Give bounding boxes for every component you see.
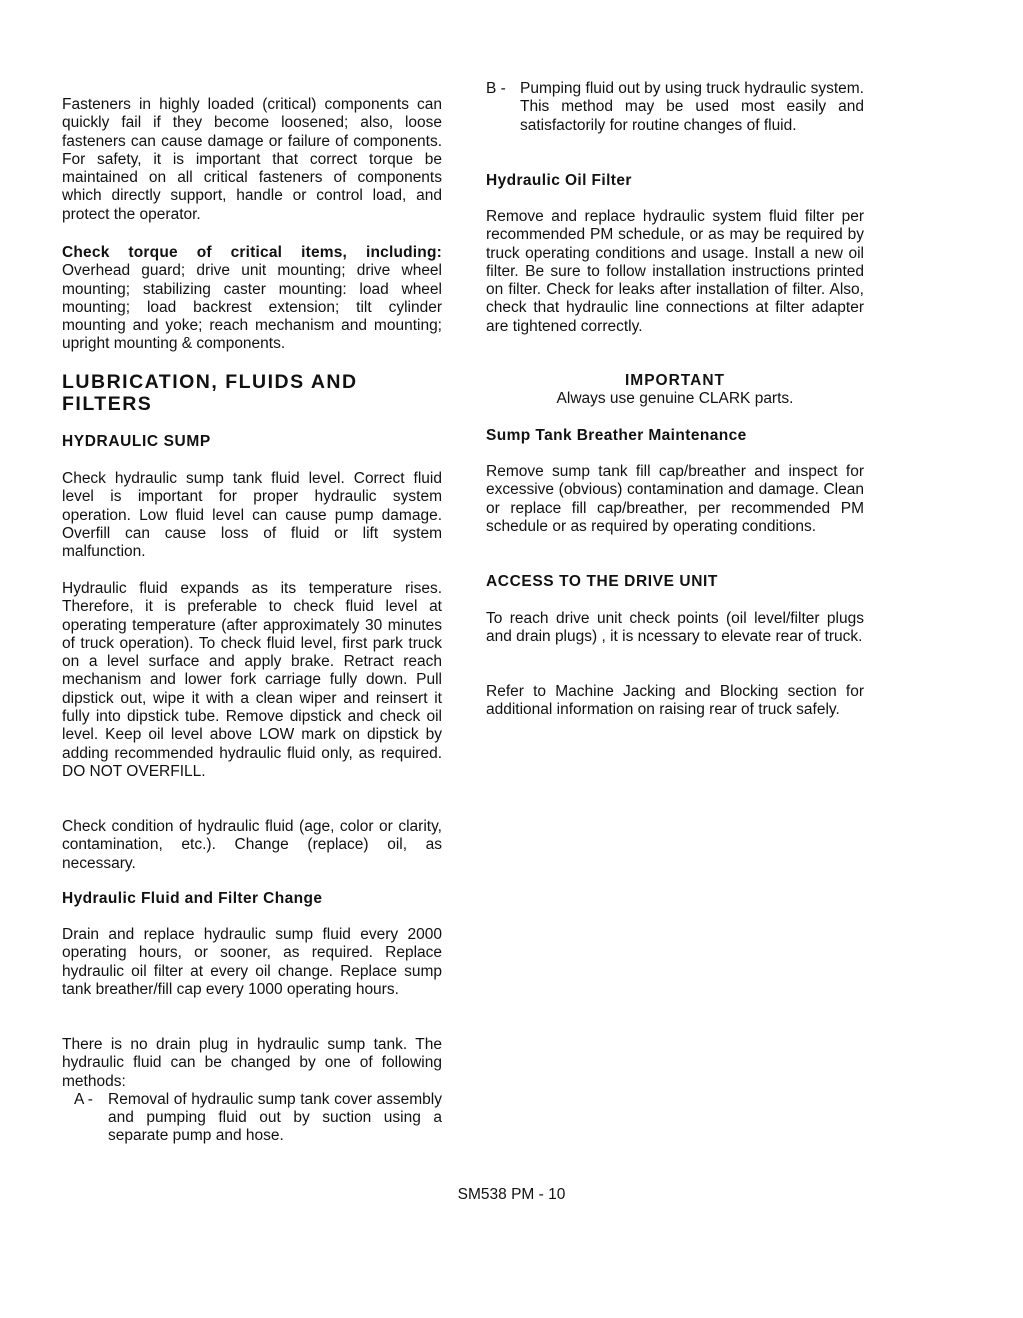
torque-check-body: Overhead guard; drive unit mounting; drive wheel mounting; stabilizing caster mounting: load wheel mounting; load backrest extension; tilt cylinder mounting and yoke; reach mechanism and mounting; upright mounting & components.: [62, 262, 442, 353]
drive-unit-paragraph: [486, 610, 864, 647]
method-a-mark: A -: [74, 1090, 93, 1108]
page-footer: SM538 PM - 10: [457, 1186, 566, 1203]
drain-replace-text: Drain and replace hydraulic sump fluid every 2000 operating hours, or sooner, as required. Replace hydraulic oil filter at every oil change. Replace sump tank breather/fill cap every 1000 operating hours.: [62, 926, 442, 998]
oil-filter-text: Remove and replace hydraulic system fluid filter per recommended PM schedule, or as may be required by truck operating conditions and usage. Install a new oil filter. Be sure to follow installation instructions printed on filter. Check for leaks after installation of filter. Also, check that hydraulic line connections at filter adapter are tightened correctly.: [486, 208, 864, 335]
method-b-mark: B -: [486, 80, 506, 97]
oil-filter-heading: Hydraulic Oil Filter: [486, 172, 632, 189]
jacking-text: Refer to Machine Jacking and Blocking section for additional information on raising rear of truck safely.: [486, 683, 864, 719]
important-text: Always use genuine CLARK parts.: [556, 390, 794, 408]
section-title: [62, 371, 442, 415]
oil-filter-heading-block: [486, 172, 864, 190]
fluid-filter-heading-block: [62, 890, 442, 908]
breather-text: Remove sump tank fill cap/breather and inspect for excessive (obvious) contamination and damage. Clean or replace fill cap/breather, per recommended PM schedule or as required by operating conditions.: [486, 463, 864, 535]
method-b-block: [486, 80, 864, 135]
fluid-condition-paragraph: [62, 818, 442, 873]
method-a-item: [74, 1091, 442, 1146]
breather-heading: Sump Tank Breather Maintenance: [486, 427, 747, 444]
fluid-condition-text: Check condition of hydraulic fluid (age, color or clarity, contamination, etc.). Change (replace) oil, as necessary.: [62, 818, 442, 872]
drain-plug-paragraph: [62, 1036, 442, 1146]
fluid-filter-heading: Hydraulic Fluid and Filter Change: [62, 890, 323, 907]
fluid-expansion-paragraph: [62, 580, 442, 781]
drive-unit-heading-block: [486, 573, 864, 591]
hydraulic-sump-heading: HYDRAULIC SUMP: [62, 433, 211, 450]
important-title: IMPORTANT: [625, 372, 725, 389]
fluid-expansion-text: Hydraulic fluid expands as its temperature rises. Therefore, it is preferable to check fluid level at operating temperature (after approximately 30 minutes of truck operation). To check fluid level, first park truck on a level surface and apply brake. Retract reach mechanism and lower fork carriage fully down. Pull dipstick out, wipe it with a clean wiper and reinsert it fully into dipstick tube. Remove dipstick and check oil level. Keep oil level above LOW mark on dipstick by adding recommended hydraulic fluid only, as required. DO NOT OVERFILL.: [62, 580, 442, 780]
oil-filter-paragraph: [486, 208, 864, 336]
section-title-line-2: FILTERS: [62, 393, 153, 415]
fasteners-text: Fasteners in highly loaded (critical) components can quickly fail if they become loosened; also, loose fasteners can cause damage or failure of components. For safety, it is important that correct torque be maintained on all critical fasteners of components which directly support, handle or control load, and protect the operator.: [62, 96, 442, 223]
drain-plug-text: There is no drain plug in hydraulic sump tank. The hydraulic fluid can be changed by one of following methods:: [62, 1036, 442, 1090]
fasteners-paragraph: [62, 96, 442, 224]
drive-unit-heading: ACCESS TO THE DRIVE UNIT: [486, 573, 718, 590]
method-a-text: Removal of hydraulic sump tank cover assembly and pumping fluid out by suction using a separate pump and hose.: [108, 1090, 442, 1145]
method-b-item: [486, 80, 864, 135]
breather-heading-block: [486, 427, 864, 445]
torque-check-paragraph: [62, 244, 442, 354]
important-notice: [486, 372, 864, 409]
hydraulic-sump-heading-block: [62, 433, 442, 451]
torque-check-lead: Check torque of critical items, including:: [62, 244, 442, 261]
drain-replace-paragraph: [62, 926, 442, 999]
breather-paragraph: [486, 463, 864, 536]
fluid-level-text: Check hydraulic sump tank fluid level. Correct fluid level is important for proper hydraulic system operation. Low fluid level can cause pump damage. Overfill can cause loss of fluid or lift system malfunction.: [62, 470, 442, 561]
drive-unit-text: To reach drive unit check points (oil level/filter plugs and drain plugs) , it is ncessary to elevate rear of truck.: [486, 610, 864, 646]
fluid-level-paragraph: [62, 470, 442, 561]
jacking-paragraph: [486, 683, 864, 720]
section-title-line-1: LUBRICATION, FLUIDS AND: [62, 371, 358, 393]
method-b-text: Pumping fluid out by using truck hydraulic system. This method may be used most easily and satisfactorily for routine changes of fluid.: [520, 80, 864, 134]
